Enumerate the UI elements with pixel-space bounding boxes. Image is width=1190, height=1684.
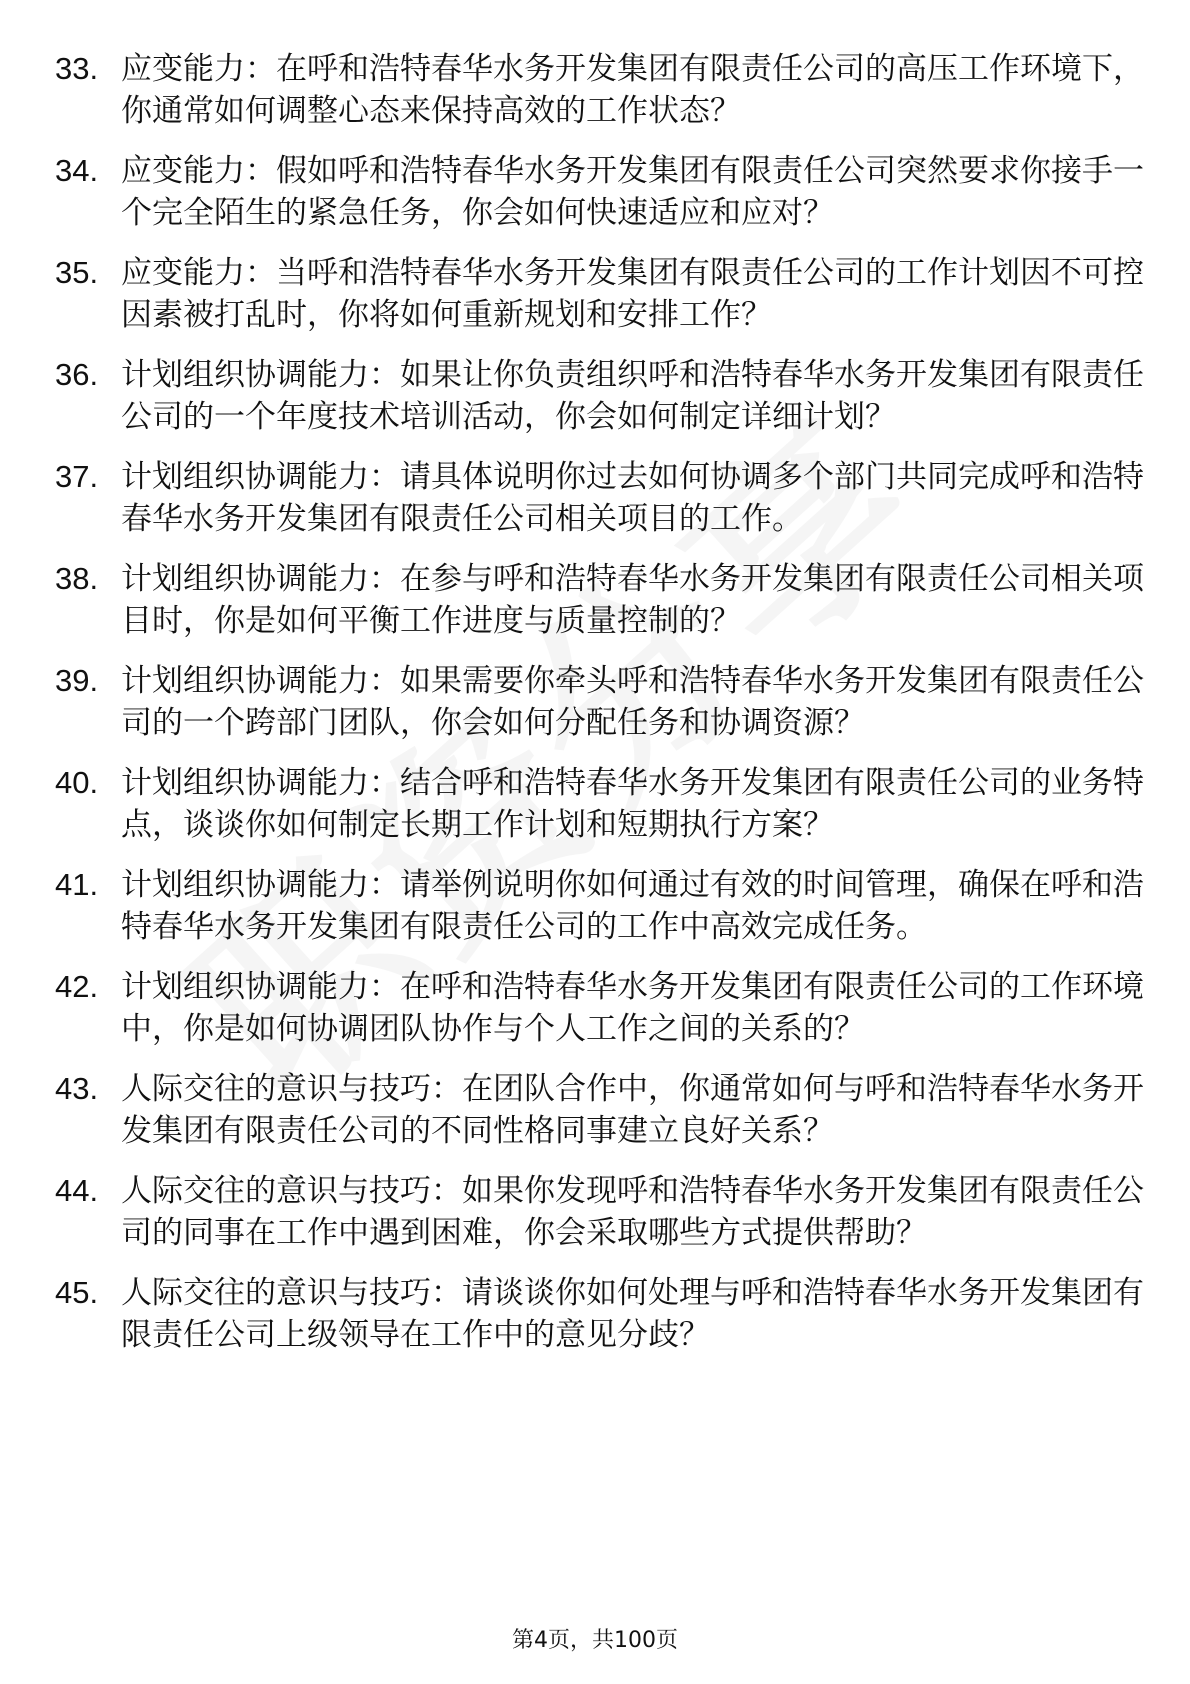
list-item (55, 150, 1145, 234)
question-text: 计划组织协调能力：请具体说明你过去如何协调多个部门共同完成呼和浩特春华水务开发集团有限责任公司相关项目的工作。 (121, 459, 1144, 537)
question-text: 人际交往的意识与技巧：如果你发现呼和浩特春华水务开发集团有限责任公司的同事在工作中遇到困难，你会采取哪些方式提供帮助？ (121, 1173, 1144, 1251)
page-number: 第4页，共100页 (512, 1628, 678, 1653)
list-item (55, 48, 1145, 132)
question-text: 计划组织协调能力：结合呼和浩特春华水务开发集团有限责任公司的业务特点，谈谈你如何制定长期工作计划和短期执行方案？ (121, 765, 1144, 843)
question-number: 43. (55, 1071, 99, 1106)
list-item (55, 660, 1145, 744)
list-item (55, 864, 1145, 948)
question-number: 40. (55, 765, 99, 800)
question-number: 37. (55, 459, 99, 494)
question-text: 应变能力：在呼和浩特春华水务开发集团有限责任公司的高压工作环境下，你通常如何调整心态来保持高效的工作状态？ (121, 51, 1144, 129)
question-text: 人际交往的意识与技巧：请谈谈你如何处理与呼和浩特春华水务开发集团有限责任公司上级领导在工作中的意见分歧？ (121, 1275, 1144, 1353)
list-item (55, 354, 1145, 438)
list-item (55, 966, 1145, 1050)
question-number: 35. (55, 255, 99, 290)
question-text: 计划组织协调能力：请举例说明你如何通过有效的时间管理，确保在呼和浩特春华水务开发集团有限责任公司的工作中高效完成任务。 (121, 867, 1144, 945)
question-number: 38. (55, 561, 99, 596)
question-text: 应变能力：假如呼和浩特春华水务开发集团有限责任公司突然要求你接手一个完全陌生的紧急任务，你会如何快速适应和应对？ (121, 153, 1144, 231)
list-item (55, 1170, 1145, 1254)
list-item (55, 762, 1145, 846)
question-text: 计划组织协调能力：在呼和浩特春华水务开发集团有限责任公司的工作环境中，你是如何协调团队协作与个人工作之间的关系的？ (121, 969, 1144, 1047)
question-number: 42. (55, 969, 99, 1004)
list-item (55, 252, 1145, 336)
question-text: 计划组织协调能力：如果需要你牵头呼和浩特春华水务开发集团有限责任公司的一个跨部门团队，你会如何分配任务和协调资源？ (121, 663, 1144, 741)
list-item (55, 558, 1145, 642)
question-text: 应变能力：当呼和浩特春华水务开发集团有限责任公司的工作计划因不可控因素被打乱时，你将如何重新规划和安排工作？ (121, 255, 1144, 333)
question-number: 34. (55, 153, 99, 188)
question-text: 人际交往的意识与技巧：在团队合作中，你通常如何与呼和浩特春华水务开发集团有限责任公司的不同性格同事建立良好关系？ (121, 1071, 1144, 1149)
question-number: 45. (55, 1275, 99, 1310)
question-number: 33. (55, 51, 99, 86)
list-item (55, 1068, 1145, 1152)
question-number: 44. (55, 1173, 99, 1208)
list-item (55, 1272, 1145, 1356)
list-item (55, 456, 1145, 540)
question-number: 36. (55, 357, 99, 392)
question-list (55, 48, 1145, 1374)
question-number: 39. (55, 663, 99, 698)
question-text: 计划组织协调能力：在参与呼和浩特春华水务开发集团有限责任公司相关项目时，你是如何平衡工作进度与质量控制的？ (121, 561, 1144, 639)
question-text: 计划组织协调能力：如果让你负责组织呼和浩特春华水务开发集团有限责任公司的一个年度技术培训活动，你会如何制定详细计划？ (121, 357, 1144, 435)
page-footer (0, 1623, 1190, 1654)
question-number: 41. (55, 867, 99, 902)
